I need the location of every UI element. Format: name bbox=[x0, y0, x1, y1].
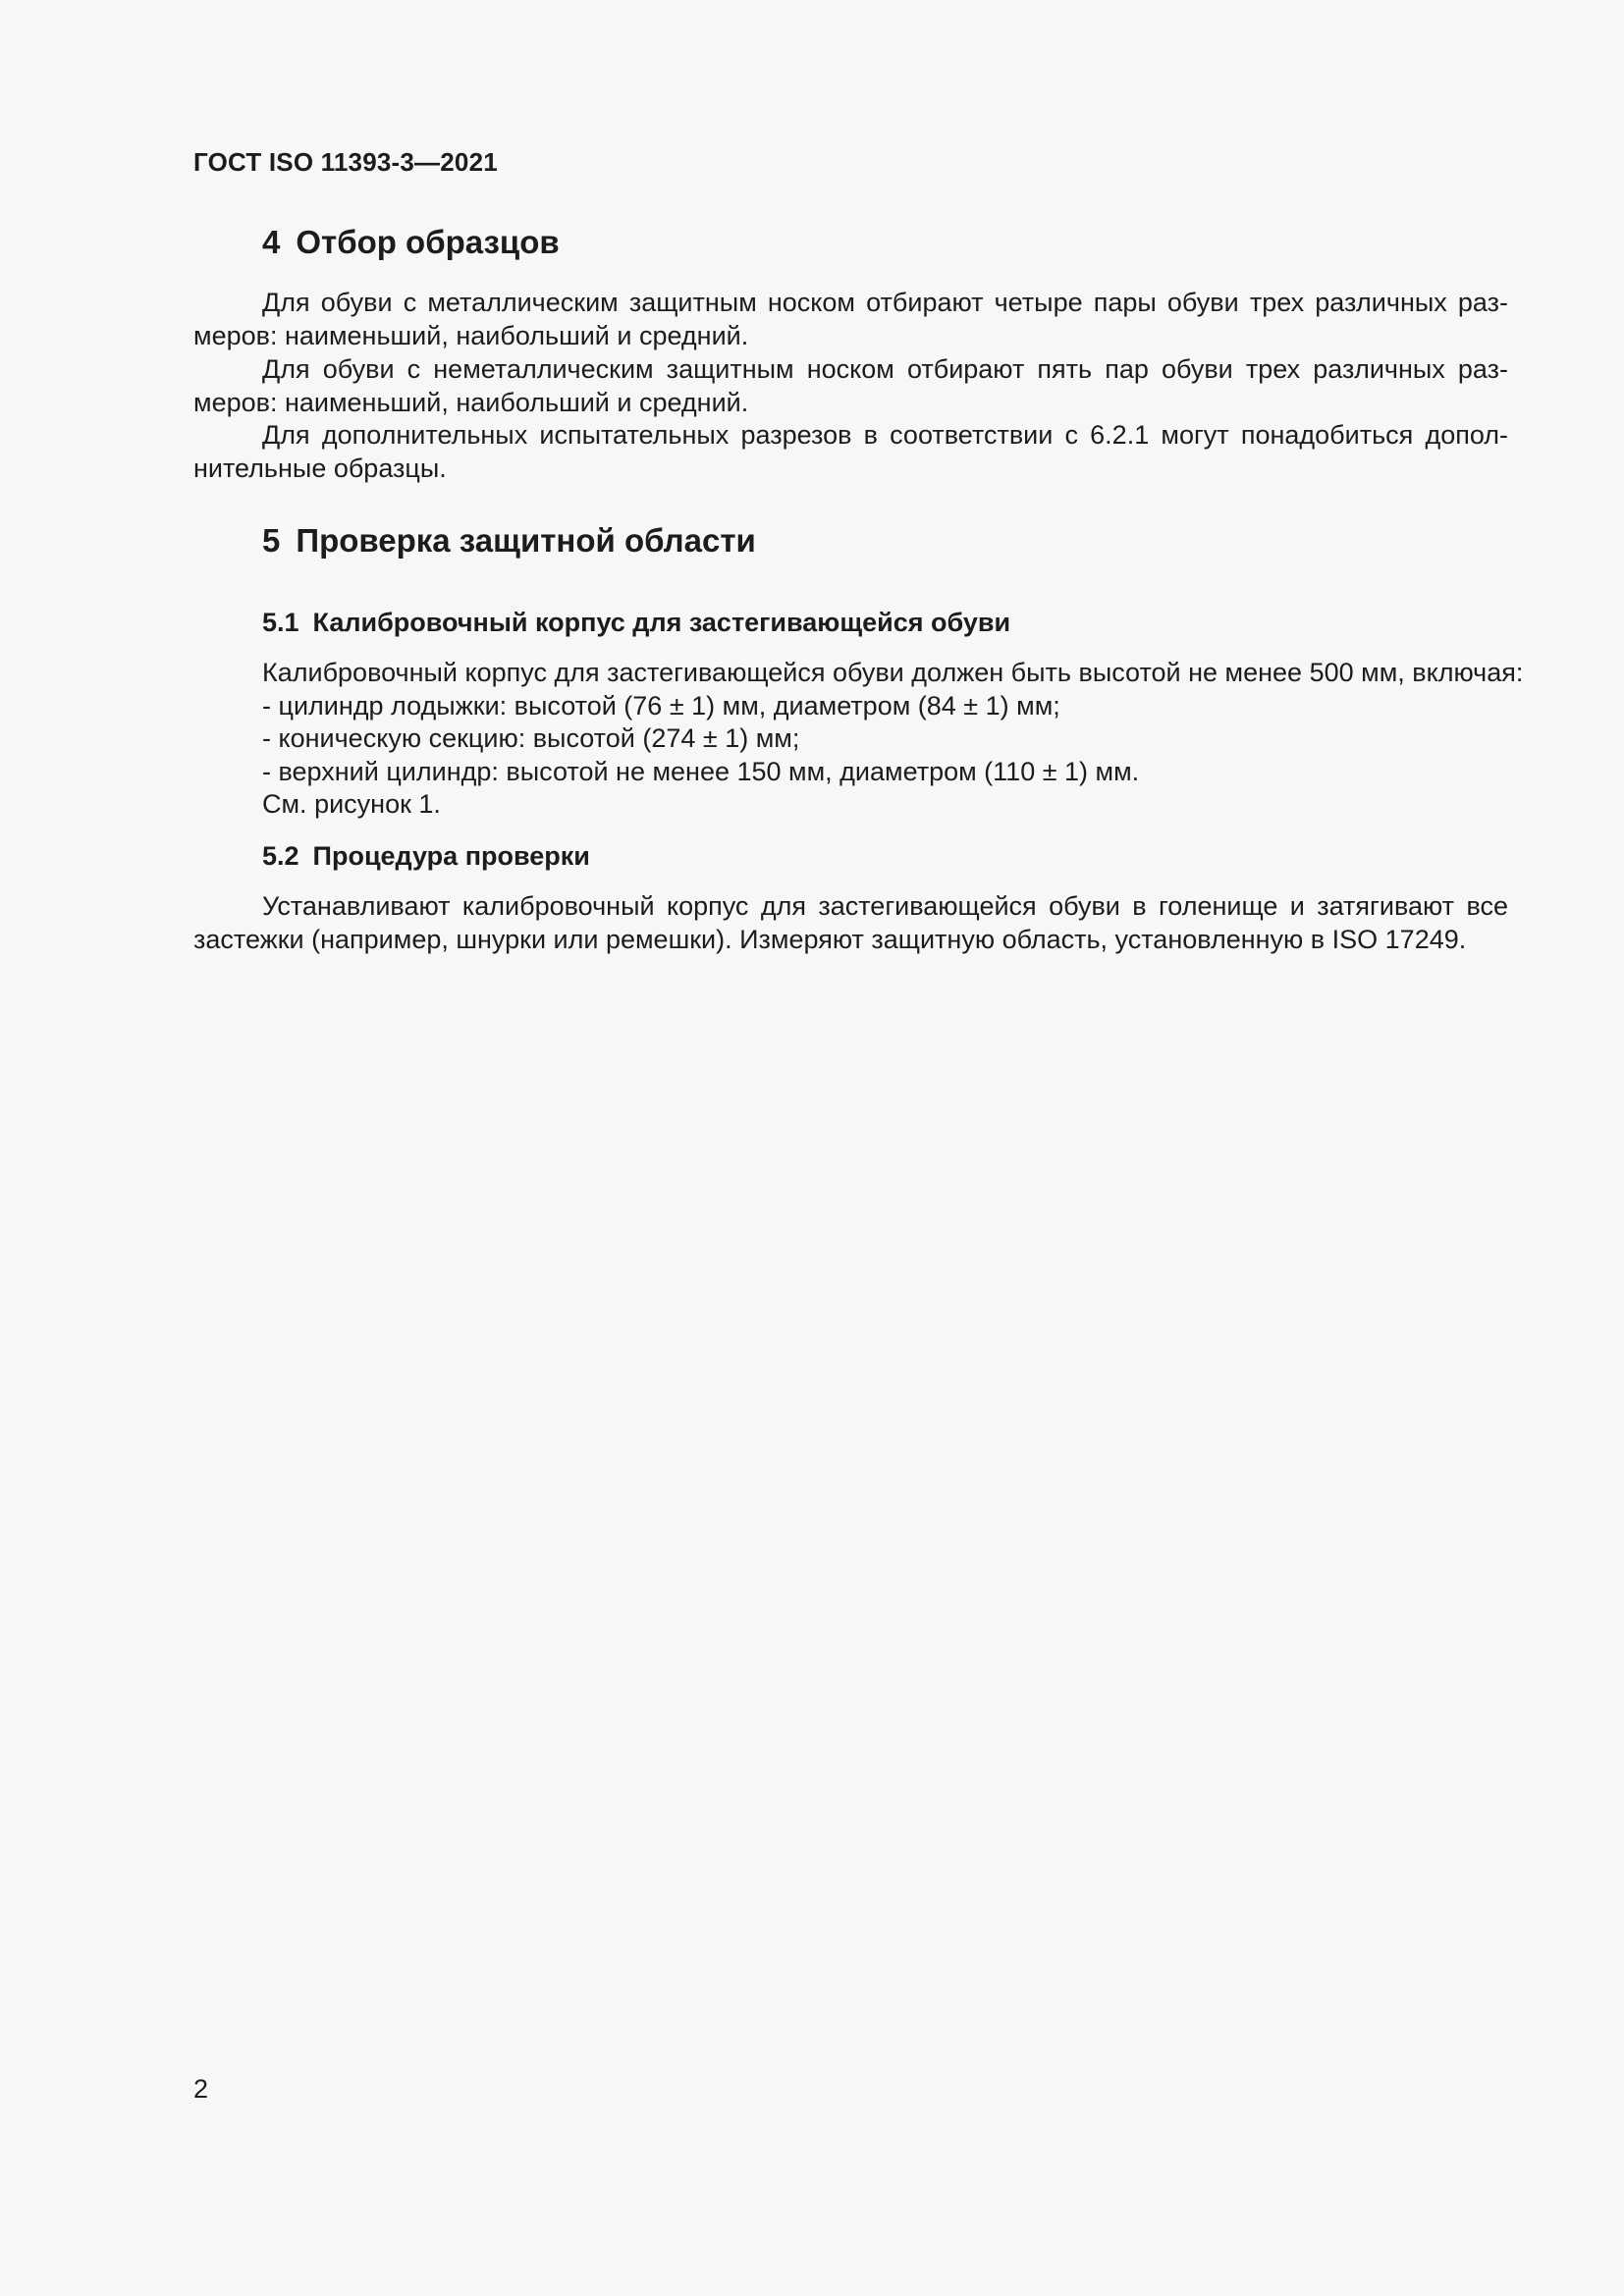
subsection-5-1-line-1: Калибровочный корпус для застегивающейся обуви должен быть высотой не менее 500 мм, включая: bbox=[262, 658, 1524, 687]
subsection-5-1-heading bbox=[262, 608, 1010, 638]
subsection-5-2-heading bbox=[262, 841, 590, 872]
subsection-5-1-title: Калибровочный корпус для застегивающейся обуви bbox=[312, 608, 1011, 637]
document-header: ГОСТ ISO 11393-3—2021 bbox=[193, 147, 498, 177]
section-4-heading bbox=[262, 224, 560, 261]
section-4-number: 4 bbox=[262, 224, 281, 260]
subsection-5-1-line-3: - коническую секцию: высотой (274 ± 1) мм; bbox=[262, 723, 800, 753]
section-5-number: 5 bbox=[262, 522, 281, 559]
subsection-5-1-line-4: - верхний цилиндр: высотой не менее 150 мм, диаметром (110 ± 1) мм. bbox=[262, 757, 1140, 786]
section-4-title: Отбор образцов bbox=[296, 224, 560, 260]
section-5-heading bbox=[262, 522, 756, 560]
subsection-5-2-number: 5.2 bbox=[262, 841, 299, 871]
page-number: 2 bbox=[193, 2074, 209, 2104]
section-4-paragraph-3: Для дополнительных испытательных разрезов в соответствии с 6.2.1 могут понадобиться допол-нительные образцы. bbox=[193, 420, 1508, 483]
section-4-paragraph-1: Для обуви с металлическим защитным носком отбирают четыре пары обуви трех различных раз-меров: наименьший, наибольший и средний. bbox=[193, 288, 1508, 350]
subsection-5-1-line-5: См. рисунок 1. bbox=[262, 789, 441, 819]
section-4-paragraph-2: Для обуви с неметаллическим защитным носком отбирают пять пар обуви трех различных раз-меров: наименьший, наибольший и средний. bbox=[193, 354, 1508, 417]
subsection-5-2-paragraph: Устанавливают калибровочный корпус для застегивающейся обуви в голенище и затягивают все застежки (например, шнурки или ремешки). Измеряют защитную область, установленную в ISO 17249. bbox=[193, 891, 1508, 954]
subsection-5-1-number: 5.1 bbox=[262, 608, 299, 637]
section-5-title: Проверка защитной области bbox=[296, 522, 756, 559]
subsection-5-2-title: Процедура проверки bbox=[312, 841, 590, 871]
subsection-5-1-line-2: - цилиндр лодыжки: высотой (76 ± 1) мм, диаметром (84 ± 1) мм; bbox=[262, 691, 1060, 721]
